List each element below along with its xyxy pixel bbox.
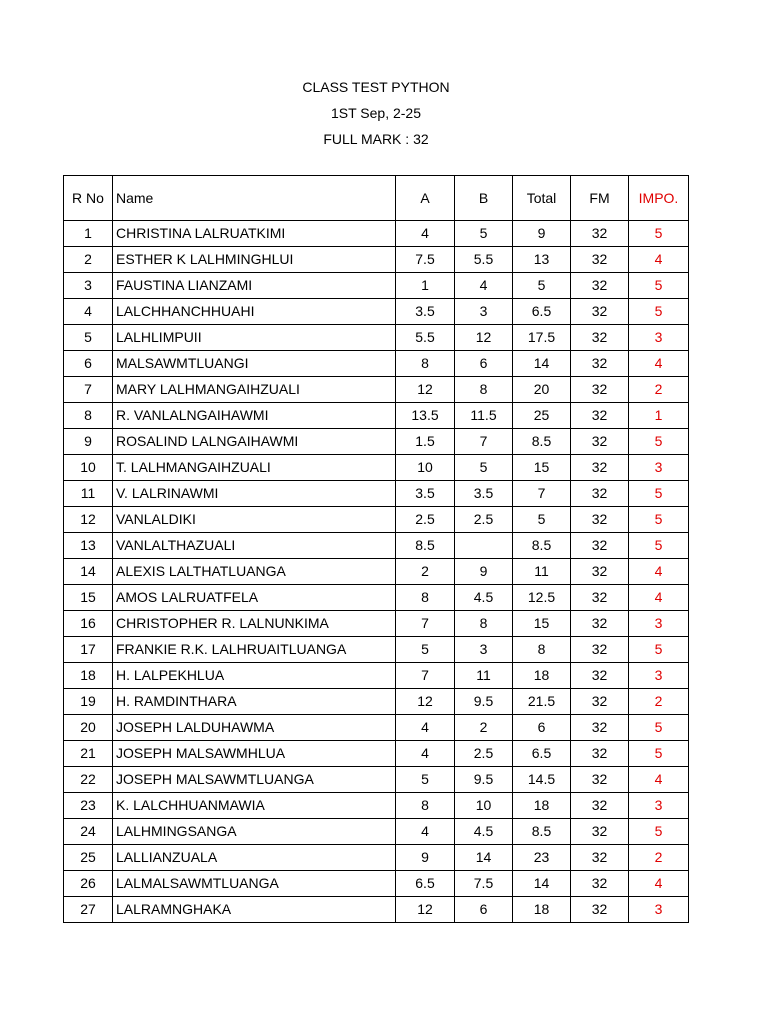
name-cell: JOSEPH MALSAWMHLUA <box>113 741 396 767</box>
rno-cell: 10 <box>64 455 113 481</box>
b-cell: 6 <box>455 897 513 923</box>
total-cell: 8.5 <box>513 533 571 559</box>
a-cell: 7.5 <box>396 247 455 273</box>
total-cell: 6 <box>513 715 571 741</box>
rno-cell: 24 <box>64 819 113 845</box>
fm-cell: 32 <box>571 741 629 767</box>
total-cell: 5 <box>513 273 571 299</box>
a-cell: 7 <box>396 663 455 689</box>
fm-cell: 32 <box>571 533 629 559</box>
a-cell: 4 <box>396 715 455 741</box>
table-row <box>64 559 689 585</box>
total-cell: 15 <box>513 611 571 637</box>
b-cell: 7.5 <box>455 871 513 897</box>
col-header-rno: R No <box>64 176 113 221</box>
table-row <box>64 611 689 637</box>
table-row <box>64 247 689 273</box>
col-header-fm: FM <box>571 176 629 221</box>
total-cell: 25 <box>513 403 571 429</box>
total-cell: 6.5 <box>513 741 571 767</box>
name-cell: FRANKIE R.K. LALHRUAITLUANGA <box>113 637 396 663</box>
name-cell: LALHLIMPUII <box>113 325 396 351</box>
rno-cell: 6 <box>64 351 113 377</box>
table-row <box>64 481 689 507</box>
b-cell: 9.5 <box>455 767 513 793</box>
name-cell: JOSEPH LALDUHAWMA <box>113 715 396 741</box>
table-row <box>64 741 689 767</box>
b-cell: 14 <box>455 845 513 871</box>
total-cell: 21.5 <box>513 689 571 715</box>
name-cell: V. LALRINAWMI <box>113 481 396 507</box>
a-cell: 10 <box>396 455 455 481</box>
total-cell: 14.5 <box>513 767 571 793</box>
b-cell: 7 <box>455 429 513 455</box>
a-cell: 8 <box>396 351 455 377</box>
name-cell: ESTHER K LALHMINGHLUI <box>113 247 396 273</box>
marks-table <box>63 175 689 923</box>
header-row <box>64 176 689 221</box>
fm-cell: 32 <box>571 871 629 897</box>
total-cell: 23 <box>513 845 571 871</box>
rno-cell: 11 <box>64 481 113 507</box>
fm-cell: 32 <box>571 559 629 585</box>
a-cell: 4 <box>396 221 455 247</box>
rno-cell: 27 <box>64 897 113 923</box>
name-cell: CHRISTOPHER R. LALNUNKIMA <box>113 611 396 637</box>
b-cell: 2.5 <box>455 741 513 767</box>
b-cell: 4.5 <box>455 819 513 845</box>
table-row <box>64 585 689 611</box>
total-cell: 18 <box>513 897 571 923</box>
a-cell: 13.5 <box>396 403 455 429</box>
test-date: 1ST Sep, 2-25 <box>330 105 422 121</box>
table-row <box>64 299 689 325</box>
fm-cell: 32 <box>571 767 629 793</box>
impo-cell: 1 <box>629 403 689 429</box>
rno-cell: 1 <box>64 221 113 247</box>
total-cell: 5 <box>513 507 571 533</box>
table-row <box>64 767 689 793</box>
a-cell: 5 <box>396 637 455 663</box>
total-cell: 8.5 <box>513 819 571 845</box>
name-cell: ROSALIND LALNGAIHAWMI <box>113 429 396 455</box>
name-cell: T. LALHMANGAIHZUALI <box>113 455 396 481</box>
fm-cell: 32 <box>571 897 629 923</box>
b-cell: 12 <box>455 325 513 351</box>
fm-cell: 32 <box>571 247 629 273</box>
impo-cell: 5 <box>629 481 689 507</box>
total-cell: 15 <box>513 455 571 481</box>
a-cell: 4 <box>396 741 455 767</box>
total-cell: 8 <box>513 637 571 663</box>
name-cell: VANLALDIKI <box>113 507 396 533</box>
col-header-a: A <box>396 176 455 221</box>
fm-cell: 32 <box>571 845 629 871</box>
rno-cell: 18 <box>64 663 113 689</box>
table-row <box>64 897 689 923</box>
name-cell: H. RAMDINTHARA <box>113 689 396 715</box>
rno-cell: 8 <box>64 403 113 429</box>
name-cell: H. LALPEKHLUA <box>113 663 396 689</box>
rno-cell: 20 <box>64 715 113 741</box>
rno-cell: 7 <box>64 377 113 403</box>
rno-cell: 16 <box>64 611 113 637</box>
b-cell: 6 <box>455 351 513 377</box>
table-row <box>64 845 689 871</box>
table-row <box>64 221 689 247</box>
b-cell: 4 <box>455 273 513 299</box>
rno-cell: 25 <box>64 845 113 871</box>
total-cell: 14 <box>513 871 571 897</box>
fm-cell: 32 <box>571 663 629 689</box>
total-cell: 17.5 <box>513 325 571 351</box>
total-cell: 11 <box>513 559 571 585</box>
impo-cell: 4 <box>629 767 689 793</box>
a-cell: 3.5 <box>396 481 455 507</box>
fm-cell: 32 <box>571 429 629 455</box>
a-cell: 8 <box>396 793 455 819</box>
fm-cell: 32 <box>571 481 629 507</box>
impo-cell: 5 <box>629 637 689 663</box>
rno-cell: 14 <box>64 559 113 585</box>
b-cell: 9.5 <box>455 689 513 715</box>
fm-cell: 32 <box>571 377 629 403</box>
fm-cell: 32 <box>571 689 629 715</box>
impo-cell: 5 <box>629 429 689 455</box>
a-cell: 7 <box>396 611 455 637</box>
impo-cell: 5 <box>629 299 689 325</box>
table-row <box>64 351 689 377</box>
a-cell: 9 <box>396 845 455 871</box>
total-cell: 13 <box>513 247 571 273</box>
table-row <box>64 871 689 897</box>
name-cell: JOSEPH MALSAWMTLUANGA <box>113 767 396 793</box>
a-cell: 2.5 <box>396 507 455 533</box>
b-cell: 5.5 <box>455 247 513 273</box>
total-cell: 7 <box>513 481 571 507</box>
rno-cell: 4 <box>64 299 113 325</box>
rno-cell: 17 <box>64 637 113 663</box>
impo-cell: 5 <box>629 273 689 299</box>
table-row <box>64 273 689 299</box>
b-cell: 5 <box>455 455 513 481</box>
fm-cell: 32 <box>571 715 629 741</box>
impo-cell: 2 <box>629 377 689 403</box>
impo-cell: 5 <box>629 533 689 559</box>
name-cell: FAUSTINA LIANZAMI <box>113 273 396 299</box>
full-mark-label: FULL MARK : 32 <box>323 131 429 147</box>
table-row <box>64 715 689 741</box>
rno-cell: 12 <box>64 507 113 533</box>
a-cell: 1.5 <box>396 429 455 455</box>
name-cell: MALSAWMTLUANGI <box>113 351 396 377</box>
impo-cell: 4 <box>629 871 689 897</box>
table-row <box>64 533 689 559</box>
name-cell: MARY LALHMANGAIHZUALI <box>113 377 396 403</box>
col-header-b: B <box>455 176 513 221</box>
col-header-total: Total <box>513 176 571 221</box>
total-cell: 18 <box>513 793 571 819</box>
rno-cell: 3 <box>64 273 113 299</box>
b-cell: 2 <box>455 715 513 741</box>
impo-cell: 2 <box>629 689 689 715</box>
b-cell: 8 <box>455 611 513 637</box>
name-cell: CHRISTINA LALRUATKIMI <box>113 221 396 247</box>
b-cell: 5 <box>455 221 513 247</box>
name-cell: LALHMINGSANGA <box>113 819 396 845</box>
total-cell: 8.5 <box>513 429 571 455</box>
name-cell: R. VANLALNGAIHAWMI <box>113 403 396 429</box>
total-cell: 20 <box>513 377 571 403</box>
a-cell: 12 <box>396 897 455 923</box>
fm-cell: 32 <box>571 221 629 247</box>
a-cell: 2 <box>396 559 455 585</box>
name-cell: VANLALTHAZUALI <box>113 533 396 559</box>
a-cell: 8.5 <box>396 533 455 559</box>
a-cell: 4 <box>396 819 455 845</box>
table-row <box>64 507 689 533</box>
rno-cell: 22 <box>64 767 113 793</box>
impo-cell: 4 <box>629 559 689 585</box>
name-cell: AMOS LALRUATFELA <box>113 585 396 611</box>
rno-cell: 15 <box>64 585 113 611</box>
impo-cell: 4 <box>629 351 689 377</box>
fm-cell: 32 <box>571 455 629 481</box>
table-row <box>64 403 689 429</box>
name-cell: LALLIANZUALA <box>113 845 396 871</box>
impo-cell: 4 <box>629 247 689 273</box>
rno-cell: 23 <box>64 793 113 819</box>
table-row <box>64 325 689 351</box>
fm-cell: 32 <box>571 507 629 533</box>
rno-cell: 21 <box>64 741 113 767</box>
a-cell: 12 <box>396 689 455 715</box>
table-row <box>64 819 689 845</box>
a-cell: 6.5 <box>396 871 455 897</box>
name-cell: LALRAMNGHAKA <box>113 897 396 923</box>
fm-cell: 32 <box>571 611 629 637</box>
fm-cell: 32 <box>571 819 629 845</box>
b-cell: 3.5 <box>455 481 513 507</box>
b-cell: 11 <box>455 663 513 689</box>
impo-cell: 5 <box>629 715 689 741</box>
a-cell: 5.5 <box>396 325 455 351</box>
fm-cell: 32 <box>571 351 629 377</box>
impo-cell: 3 <box>629 325 689 351</box>
total-cell: 9 <box>513 221 571 247</box>
impo-cell: 4 <box>629 585 689 611</box>
b-cell: 8 <box>455 377 513 403</box>
a-cell: 12 <box>396 377 455 403</box>
impo-cell: 3 <box>629 611 689 637</box>
b-cell: 3 <box>455 637 513 663</box>
fm-cell: 32 <box>571 403 629 429</box>
total-cell: 6.5 <box>513 299 571 325</box>
rno-cell: 26 <box>64 871 113 897</box>
col-header-impo: IMPO. <box>629 176 689 221</box>
rno-cell: 19 <box>64 689 113 715</box>
total-cell: 14 <box>513 351 571 377</box>
b-cell: 2.5 <box>455 507 513 533</box>
b-cell <box>455 533 513 559</box>
table-row <box>64 689 689 715</box>
impo-cell: 3 <box>629 897 689 923</box>
b-cell: 11.5 <box>455 403 513 429</box>
name-cell: LALMALSAWMTLUANGA <box>113 871 396 897</box>
fm-cell: 32 <box>571 273 629 299</box>
table-row <box>64 793 689 819</box>
impo-cell: 5 <box>629 819 689 845</box>
a-cell: 3.5 <box>396 299 455 325</box>
table-row <box>64 377 689 403</box>
b-cell: 3 <box>455 299 513 325</box>
impo-cell: 5 <box>629 221 689 247</box>
impo-cell: 3 <box>629 793 689 819</box>
rno-cell: 5 <box>64 325 113 351</box>
table-row <box>64 429 689 455</box>
impo-cell: 2 <box>629 845 689 871</box>
total-cell: 12.5 <box>513 585 571 611</box>
fm-cell: 32 <box>571 299 629 325</box>
name-cell: ALEXIS LALTHATLUANGA <box>113 559 396 585</box>
impo-cell: 3 <box>629 663 689 689</box>
name-cell: LALCHHANCHHUAHI <box>113 299 396 325</box>
total-cell: 18 <box>513 663 571 689</box>
rno-cell: 9 <box>64 429 113 455</box>
rno-cell: 13 <box>64 533 113 559</box>
fm-cell: 32 <box>571 585 629 611</box>
fm-cell: 32 <box>571 793 629 819</box>
a-cell: 5 <box>396 767 455 793</box>
b-cell: 4.5 <box>455 585 513 611</box>
impo-cell: 5 <box>629 507 689 533</box>
sheet-title: CLASS TEST PYTHON <box>302 79 450 95</box>
table-row <box>64 637 689 663</box>
fm-cell: 32 <box>571 637 629 663</box>
impo-cell: 5 <box>629 741 689 767</box>
a-cell: 1 <box>396 273 455 299</box>
table-row <box>64 663 689 689</box>
name-cell: K. LALCHHUANMAWIA <box>113 793 396 819</box>
col-header-name: Name <box>113 176 396 221</box>
a-cell: 8 <box>396 585 455 611</box>
impo-cell: 3 <box>629 455 689 481</box>
rno-cell: 2 <box>64 247 113 273</box>
b-cell: 9 <box>455 559 513 585</box>
b-cell: 10 <box>455 793 513 819</box>
table-row <box>64 455 689 481</box>
fm-cell: 32 <box>571 325 629 351</box>
